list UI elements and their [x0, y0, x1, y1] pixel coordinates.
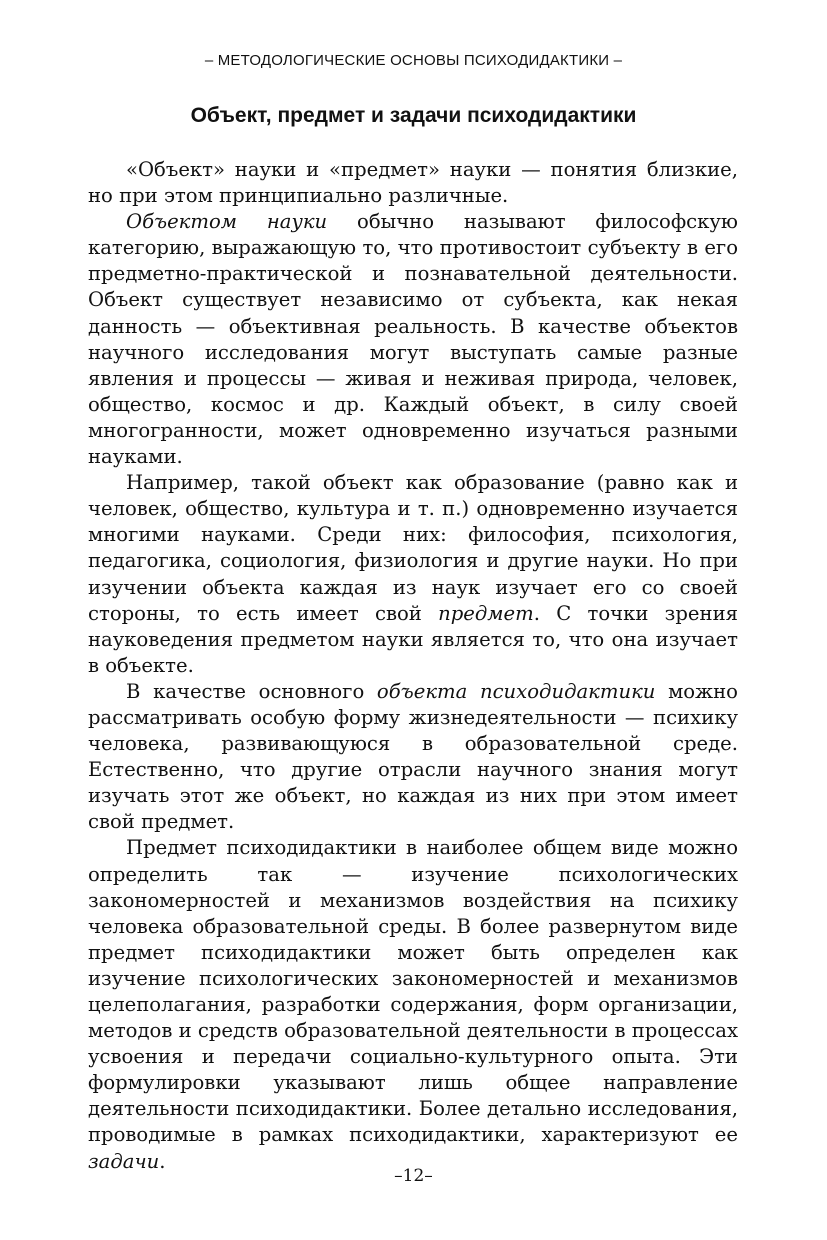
paragraph-3-emphasis-subject: предмет — [438, 601, 534, 625]
paragraph-2-emphasis-object: Объектом науки — [126, 210, 328, 234]
paragraph-2-part-2: обычно называют философскую категорию, выражающую то, что противостоит субъекту в его предметно-практической и познавательной деятельности. Объект существует независимо от субъекта, как некая данность — объективная реальность. В качестве объектов научного исследования могут выступать самые разные явления и процессы — живая и неживая природа, человек, общество, космос и др. Каждый объект, в силу своей многогранности, может одновременно изучаться разными науками. — [88, 210, 738, 469]
paragraph-5 — [88, 835, 738, 1174]
body-text — [88, 157, 738, 1175]
running-header: – МЕТОДОЛОГИЧЕСКИЕ ОСНОВЫ ПСИХОДИДАКТИКИ – — [204, 52, 623, 69]
section-title: Объект, предмет и задачи психодидактики — [190, 104, 637, 127]
paragraph-3-part-3: . С точки зрения науковедения предметом науки является то, что она изучает в объекте. — [88, 601, 738, 677]
paragraph-3-part-1: Например, такой объект как образование (равно как и человек, общество, культура и т. п.) одновременно изучается многими науками. Среди них: философия, психология, педагогика, социология, физиология и другие науки. Но при изучении объекта каждая из наук изучает его со своей стороны, то есть имеет свой — [88, 471, 738, 625]
paragraph-3 — [88, 470, 738, 679]
paragraph-5-part-1: Предмет психодидактики в наиболее общем виде можно определить так — изучение психологических закономерностей и механизмов воздействия на психику человека образовательной среды. В более развернутом виде предмет психодидактики может быть определен как изучение психологических закономерностей и механизмов целеполагания, разработки содержания, форм организации, методов и средств образовательной деятельности в процессах усвоения и передачи социально-культурного опыта. Эти формулировки указывают лишь общее направление деятельности психодидактики. Более детально исследования, проводимые в рамках психодидактики, характеризуют ее — [88, 836, 738, 1147]
paragraph-2 — [88, 209, 738, 470]
paragraph-5-emphasis-tasks: задачи — [88, 1149, 160, 1173]
paragraph-1 — [88, 157, 738, 209]
paragraph-4-part-3: можно рассматривать особую форму жизнедеятельности — психику человека, развивающуюся в образовательной среде. Естественно, что другие отрасли научного знания могут изучать этот же объект, но каждая из них при этом имеет свой предмет. — [88, 679, 738, 834]
paragraph-1-part-1: «Объект» науки и «предмет» науки — понятия близкие, но при этом принципиально различные. — [88, 158, 738, 208]
paragraph-4-part-1: В качестве основного — [126, 679, 377, 703]
page-number: –12– — [394, 1166, 433, 1186]
paragraph-4-emphasis-object: объекта психодидактики — [376, 679, 656, 703]
paragraph-5-part-3: . — [159, 1149, 166, 1173]
paragraph-4 — [88, 679, 738, 836]
